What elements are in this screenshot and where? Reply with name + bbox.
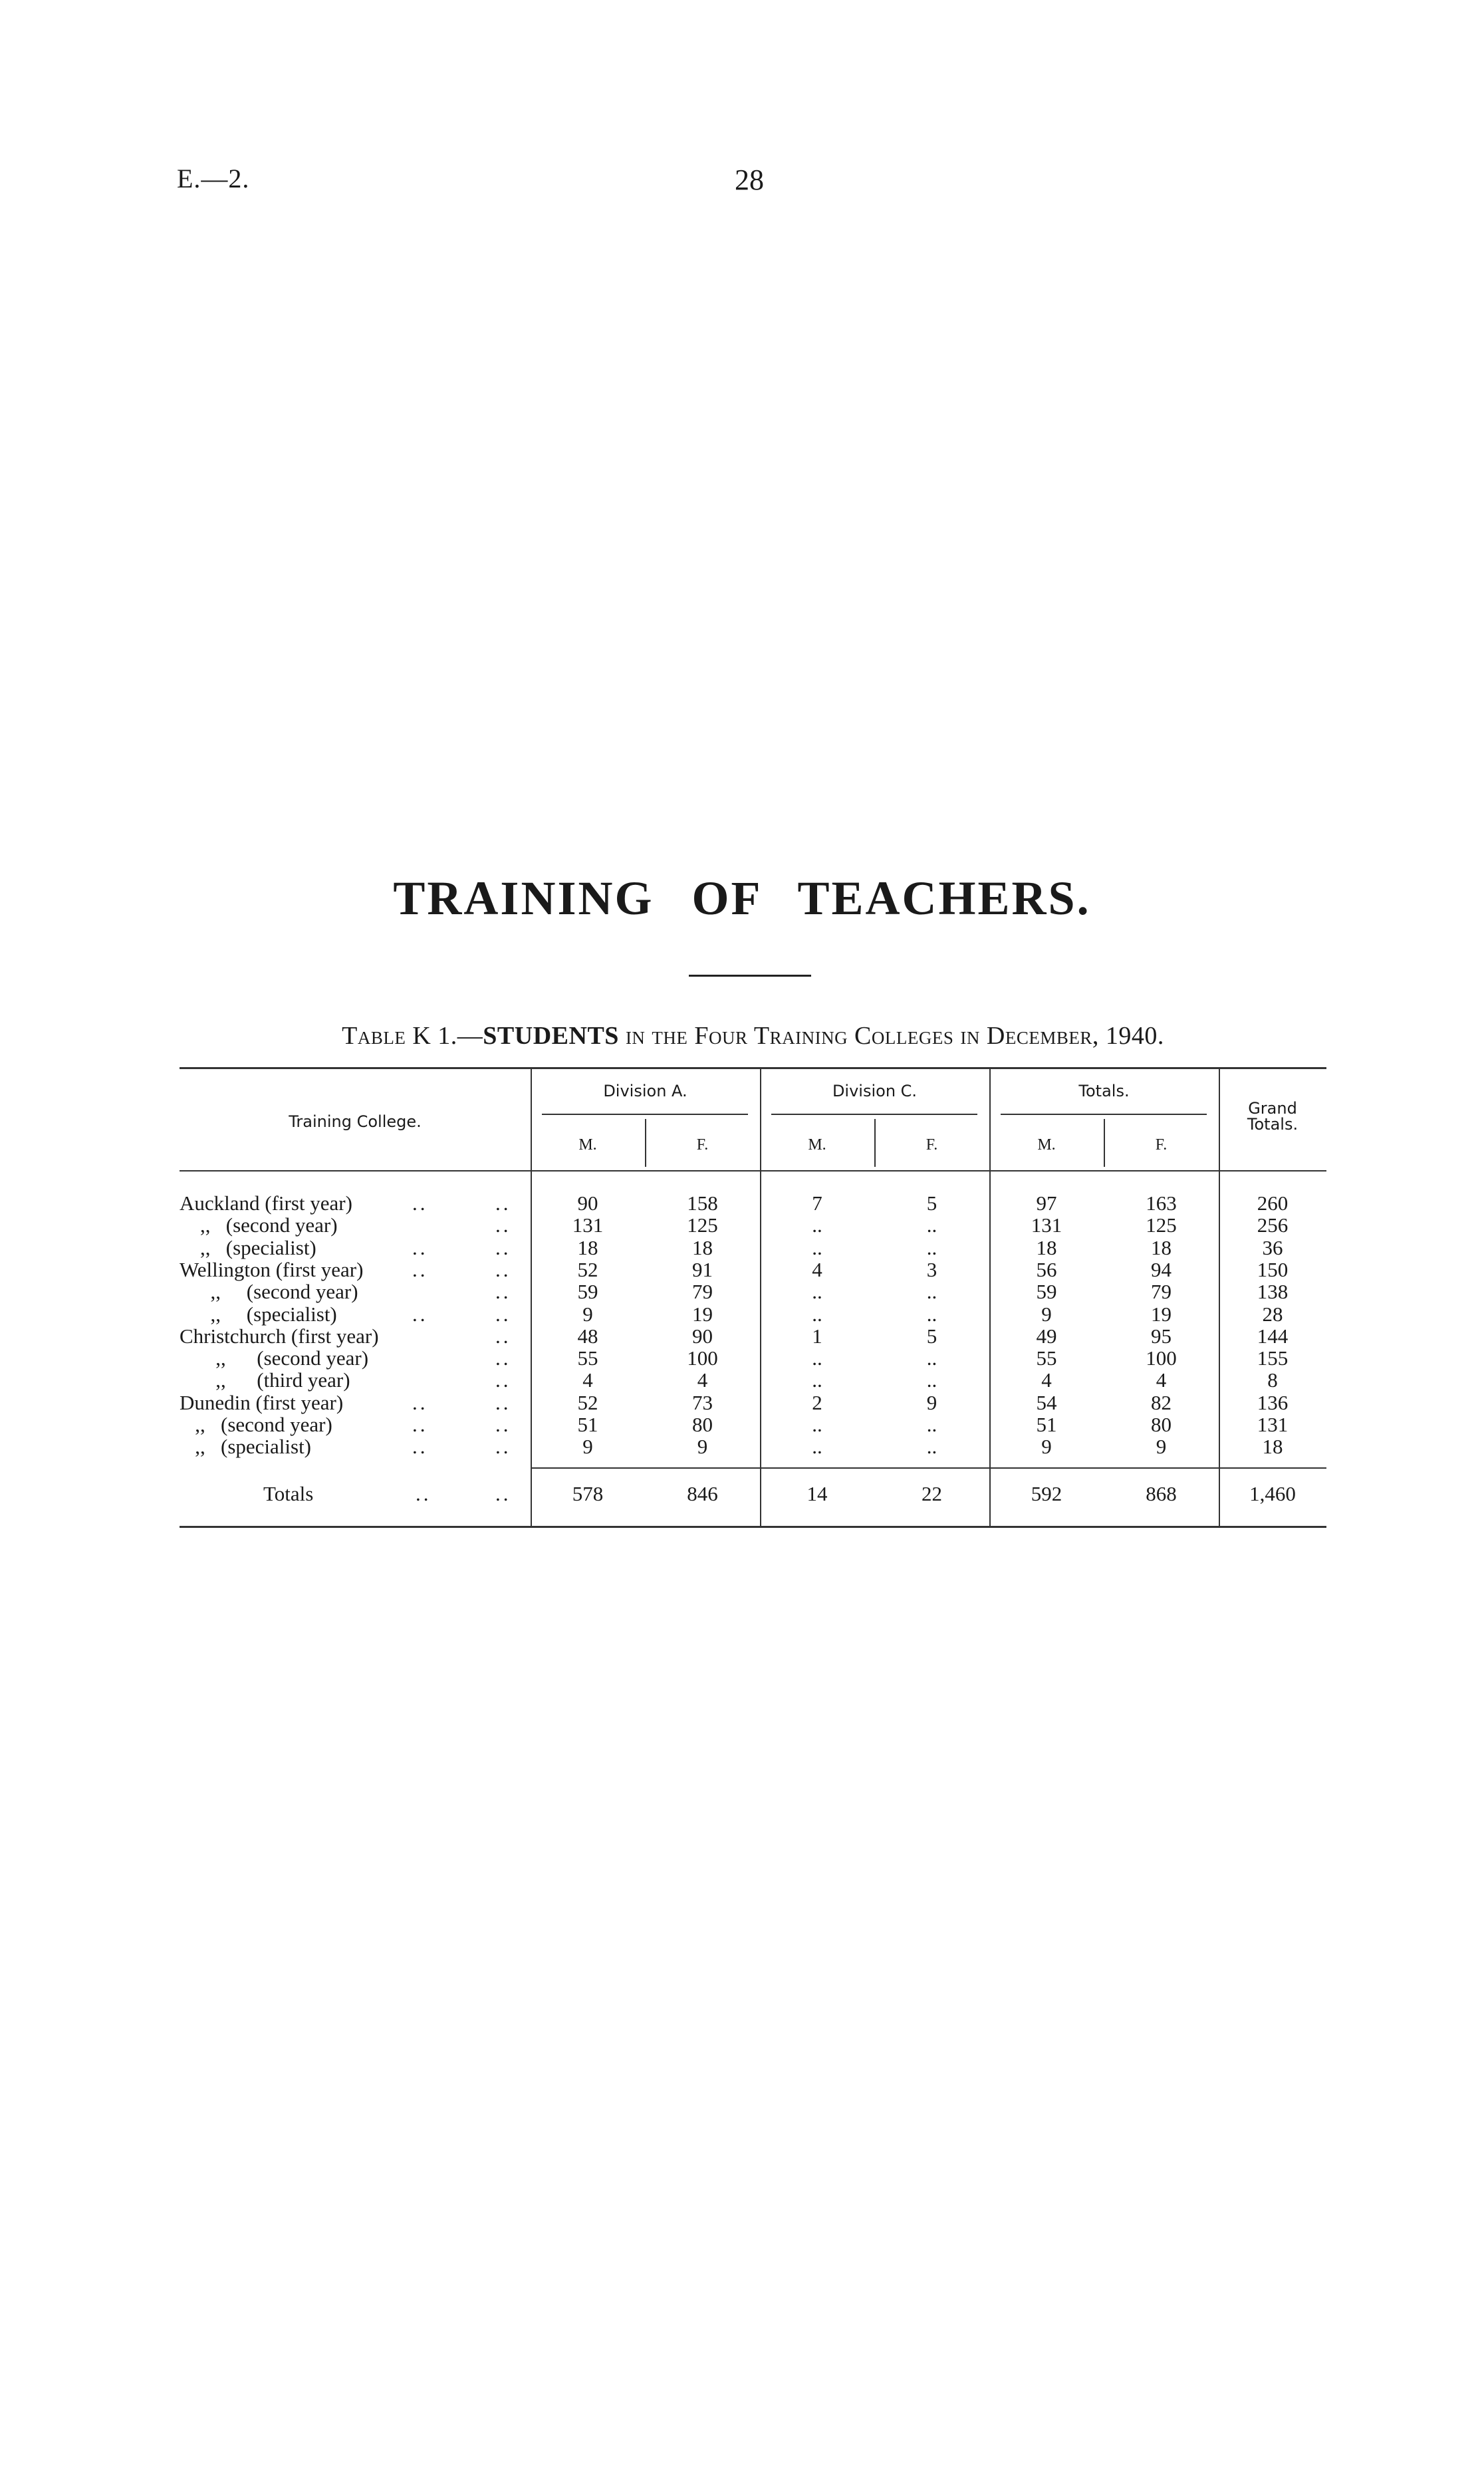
cell-c-m: .. bbox=[812, 1280, 822, 1304]
cell-t-m: 131 bbox=[1031, 1213, 1062, 1237]
cell-a-f: 79 bbox=[692, 1280, 713, 1304]
cell-a-m: 578 bbox=[572, 1482, 604, 1505]
cell-t-f: 95 bbox=[1151, 1324, 1172, 1348]
cell-t-m: 4 bbox=[1041, 1368, 1052, 1392]
leader-dots: .. bbox=[495, 1280, 511, 1304]
leader-dots: .. bbox=[495, 1302, 511, 1326]
college-name: Dunedin (first year) bbox=[180, 1390, 344, 1414]
cell-c-f: 5 bbox=[926, 1191, 937, 1215]
cell-a-f: 100 bbox=[687, 1346, 718, 1370]
cell-a-f: 846 bbox=[687, 1482, 718, 1505]
cell-grand: 155 bbox=[1257, 1346, 1289, 1370]
cell-t-f: 4 bbox=[1156, 1368, 1167, 1392]
cell-grand: 131 bbox=[1257, 1413, 1289, 1436]
leader-dots: .. bbox=[416, 1482, 432, 1505]
cell-c-f: 22 bbox=[922, 1482, 942, 1505]
leader-dots: .. bbox=[412, 1435, 428, 1459]
cell-grand: 28 bbox=[1262, 1302, 1283, 1326]
cell-a-m: 52 bbox=[577, 1390, 598, 1414]
header-division-a: Division A. bbox=[603, 1082, 687, 1100]
table-row bbox=[180, 1414, 1326, 1435]
leader-dots: .. bbox=[495, 1368, 511, 1392]
cell-c-m: 4 bbox=[812, 1257, 822, 1281]
header-grand-totals-2: Totals. bbox=[1247, 1115, 1298, 1134]
cell-t-f: 79 bbox=[1151, 1280, 1172, 1304]
cell-a-m: 4 bbox=[582, 1368, 593, 1392]
leader-dots: .. bbox=[495, 1191, 511, 1215]
cell-a-m: 18 bbox=[577, 1235, 598, 1259]
cell-t-f: 125 bbox=[1146, 1213, 1177, 1237]
cell-c-m: 1 bbox=[812, 1324, 822, 1348]
header-training-college: Training College. bbox=[289, 1112, 422, 1131]
cell-t-f: 868 bbox=[1146, 1482, 1177, 1505]
leader-dots: .. bbox=[412, 1302, 428, 1326]
cell-a-m: 9 bbox=[582, 1302, 593, 1326]
cell-c-m: .. bbox=[812, 1213, 822, 1237]
cell-c-f: 5 bbox=[926, 1324, 937, 1348]
cell-a-f: 9 bbox=[697, 1435, 708, 1459]
col-divider bbox=[645, 1119, 646, 1167]
college-name: ,, (second year) bbox=[180, 1280, 358, 1304]
college-name: ,, (third year) bbox=[180, 1368, 350, 1392]
college-name: ,, (specialist) bbox=[180, 1435, 312, 1459]
cell-a-m: 90 bbox=[577, 1191, 598, 1215]
cell-c-f: .. bbox=[926, 1280, 937, 1304]
table-row bbox=[180, 1392, 1326, 1414]
cell-a-m: 131 bbox=[572, 1213, 604, 1237]
col-divider bbox=[874, 1119, 876, 1167]
cell-a-m: 59 bbox=[577, 1280, 598, 1304]
cell-c-m: .. bbox=[812, 1302, 822, 1326]
totals-row bbox=[180, 1483, 1326, 1505]
cell-c-f: .. bbox=[926, 1413, 937, 1436]
cell-a-m: 51 bbox=[577, 1413, 598, 1436]
leader-dots: .. bbox=[495, 1235, 511, 1259]
cell-t-m: 59 bbox=[1036, 1280, 1057, 1304]
cell-c-f: .. bbox=[926, 1346, 937, 1370]
cell-a-m: 52 bbox=[577, 1257, 598, 1281]
cell-c-m: .. bbox=[812, 1235, 822, 1259]
leader-dots: .. bbox=[495, 1390, 511, 1414]
cell-grand: 8 bbox=[1267, 1368, 1278, 1392]
cell-a-f: 19 bbox=[692, 1302, 713, 1326]
cell-t-m: 592 bbox=[1031, 1482, 1062, 1505]
leader-dots: .. bbox=[412, 1235, 428, 1259]
cell-t-m: 97 bbox=[1036, 1191, 1057, 1215]
division-a-rule bbox=[542, 1114, 748, 1115]
cell-c-m: .. bbox=[812, 1368, 822, 1392]
cell-a-f: 90 bbox=[692, 1324, 713, 1348]
leader-dots: .. bbox=[412, 1257, 428, 1281]
header-totals: Totals. bbox=[1078, 1082, 1130, 1100]
cell-c-f: .. bbox=[926, 1302, 937, 1326]
cell-c-m: .. bbox=[812, 1346, 822, 1370]
table-row bbox=[180, 1259, 1326, 1281]
table-row bbox=[180, 1214, 1326, 1236]
header-c-m: M. bbox=[808, 1136, 826, 1154]
college-name: ,, (second year) bbox=[180, 1346, 369, 1370]
cell-t-m: 9 bbox=[1041, 1435, 1052, 1459]
cell-t-f: 9 bbox=[1156, 1435, 1167, 1459]
table-row bbox=[180, 1237, 1326, 1259]
page-title: TRAINING OF TEACHERS. bbox=[393, 872, 1091, 925]
leader-dots: .. bbox=[495, 1257, 511, 1281]
header-division-c: Division C. bbox=[832, 1082, 918, 1100]
header-grand-totals-1: Grand bbox=[1248, 1099, 1297, 1118]
header-t-f: F. bbox=[1155, 1136, 1168, 1154]
college-name: Totals bbox=[263, 1482, 314, 1505]
table-row bbox=[180, 1347, 1326, 1369]
leader-dots: .. bbox=[495, 1324, 511, 1348]
leader-dots: .. bbox=[412, 1191, 428, 1215]
caption-bold: STUDENTS bbox=[483, 1022, 619, 1050]
cell-t-m: 56 bbox=[1036, 1257, 1057, 1281]
leader-dots: .. bbox=[495, 1413, 511, 1436]
header-c-f: F. bbox=[926, 1136, 938, 1154]
cell-t-f: 163 bbox=[1146, 1191, 1177, 1215]
cell-grand: 138 bbox=[1257, 1280, 1289, 1304]
cell-c-f: 3 bbox=[926, 1257, 937, 1281]
cell-c-m: 7 bbox=[812, 1191, 822, 1215]
title-divider bbox=[689, 975, 811, 977]
cell-c-f: 9 bbox=[926, 1390, 937, 1414]
college-name: ,, (second year) bbox=[180, 1213, 338, 1237]
cell-t-m: 55 bbox=[1036, 1346, 1057, 1370]
cell-c-m: .. bbox=[812, 1435, 822, 1459]
cell-c-m: 2 bbox=[812, 1390, 822, 1414]
leader-dots: .. bbox=[495, 1435, 511, 1459]
cell-t-f: 100 bbox=[1146, 1346, 1177, 1370]
cell-c-f: .. bbox=[926, 1213, 937, 1237]
header-t-m: M. bbox=[1037, 1136, 1056, 1154]
college-name: ,, (specialist) bbox=[180, 1235, 316, 1259]
college-name: Wellington (first year) bbox=[180, 1257, 364, 1281]
cell-a-f: 125 bbox=[687, 1213, 718, 1237]
table-row bbox=[180, 1281, 1326, 1302]
cell-a-f: 4 bbox=[697, 1368, 708, 1392]
header-a-m: M. bbox=[578, 1136, 597, 1154]
cell-c-m: 14 bbox=[806, 1482, 828, 1505]
cell-c-m: .. bbox=[812, 1413, 822, 1436]
college-name: ,, (second year) bbox=[180, 1413, 332, 1436]
cell-t-f: 82 bbox=[1151, 1390, 1172, 1414]
cell-grand: 36 bbox=[1262, 1235, 1283, 1259]
caption-prefix: Table K 1.— bbox=[342, 1022, 483, 1050]
cell-t-m: 18 bbox=[1036, 1235, 1057, 1259]
cell-t-m: 49 bbox=[1036, 1324, 1057, 1348]
page-reference: E.—2. bbox=[177, 164, 250, 193]
header-a-f: F. bbox=[696, 1136, 709, 1154]
leader-dots: .. bbox=[412, 1390, 428, 1414]
table-caption bbox=[180, 1021, 1326, 1050]
table-row bbox=[180, 1192, 1326, 1214]
cell-grand: 150 bbox=[1257, 1257, 1289, 1281]
cell-a-f: 158 bbox=[687, 1191, 718, 1215]
leader-dots: .. bbox=[495, 1213, 511, 1237]
cell-t-f: 94 bbox=[1151, 1257, 1172, 1281]
cell-t-f: 80 bbox=[1151, 1413, 1172, 1436]
cell-grand: 260 bbox=[1257, 1191, 1289, 1215]
table-row bbox=[180, 1369, 1326, 1391]
cell-a-f: 73 bbox=[692, 1390, 713, 1414]
cell-a-m: 55 bbox=[577, 1346, 598, 1370]
table-row bbox=[180, 1303, 1326, 1325]
header-bottom-rule bbox=[180, 1170, 1326, 1171]
cell-c-f: .. bbox=[926, 1368, 937, 1392]
cell-t-m: 54 bbox=[1036, 1390, 1057, 1414]
leader-dots: .. bbox=[495, 1346, 511, 1370]
cell-grand: 136 bbox=[1257, 1390, 1289, 1414]
cell-t-m: 51 bbox=[1036, 1413, 1057, 1436]
cell-grand: 256 bbox=[1257, 1213, 1289, 1237]
page-number: 28 bbox=[735, 164, 764, 196]
cell-c-f: .. bbox=[926, 1435, 937, 1459]
cell-c-f: .. bbox=[926, 1235, 937, 1259]
cell-grand: 18 bbox=[1262, 1435, 1283, 1459]
cell-a-m: 48 bbox=[577, 1324, 598, 1348]
leader-dots: .. bbox=[412, 1413, 428, 1436]
cell-t-f: 19 bbox=[1151, 1302, 1172, 1326]
cell-a-m: 9 bbox=[582, 1435, 593, 1459]
college-name: Auckland (first year) bbox=[180, 1191, 352, 1215]
cell-t-f: 18 bbox=[1151, 1235, 1172, 1259]
college-name: Christchurch (first year) bbox=[180, 1324, 379, 1348]
col-divider bbox=[1104, 1119, 1105, 1167]
cell-t-m: 9 bbox=[1041, 1302, 1052, 1326]
cell-grand: 144 bbox=[1257, 1324, 1289, 1348]
totals-top-rule bbox=[531, 1467, 1326, 1469]
college-name: ,, (specialist) bbox=[180, 1302, 337, 1326]
cell-a-f: 80 bbox=[692, 1413, 713, 1436]
division-c-rule bbox=[771, 1114, 977, 1115]
table-row bbox=[180, 1435, 1326, 1457]
table-bottom-rule bbox=[180, 1526, 1326, 1528]
cell-grand: 1,460 bbox=[1249, 1482, 1296, 1505]
cell-a-f: 18 bbox=[692, 1235, 713, 1259]
leader-dots: .. bbox=[495, 1482, 511, 1505]
totals-rule bbox=[1001, 1114, 1207, 1115]
cell-a-f: 91 bbox=[692, 1257, 713, 1281]
table-row bbox=[180, 1325, 1326, 1347]
caption-suffix: in the Four Training Colleges in December, 1940. bbox=[618, 1022, 1164, 1050]
table-top-rule bbox=[180, 1067, 1326, 1069]
